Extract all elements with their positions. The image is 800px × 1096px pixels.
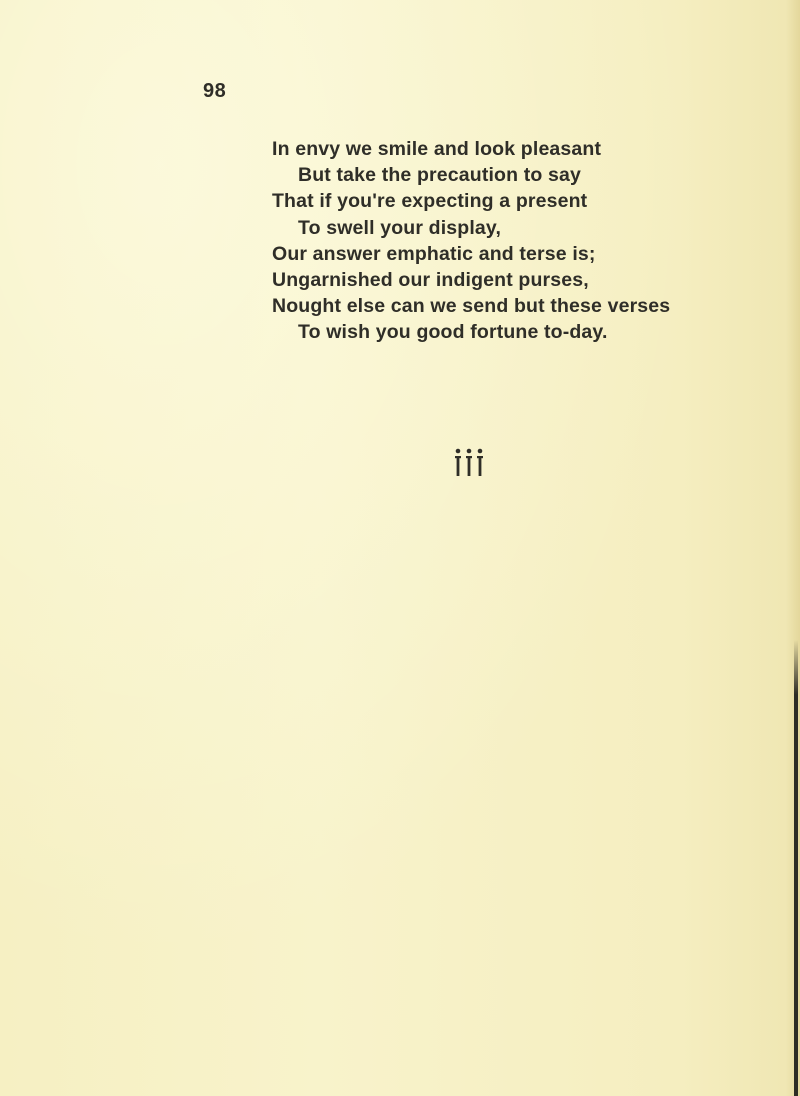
page-number: 98 <box>203 80 227 102</box>
poem-stanza <box>272 136 670 346</box>
poem-line: Ungarnished our indigent purses, <box>272 269 589 292</box>
tulip-ornament-icon <box>453 448 485 478</box>
poem-line: Nought else can we send but these verses <box>272 295 671 318</box>
poem-line: To wish you good fortune to-day. <box>298 321 608 344</box>
poem-line: Our answer emphatic and terse is; <box>272 242 596 265</box>
poem-line: To swell your display, <box>298 216 502 239</box>
poem-line: That if you're expecting a present <box>272 190 588 213</box>
page-edge-line <box>794 640 798 1096</box>
poem-line: In envy we smile and look pleasant <box>272 138 602 160</box>
poem-line: But take the precaution to say <box>298 164 581 187</box>
